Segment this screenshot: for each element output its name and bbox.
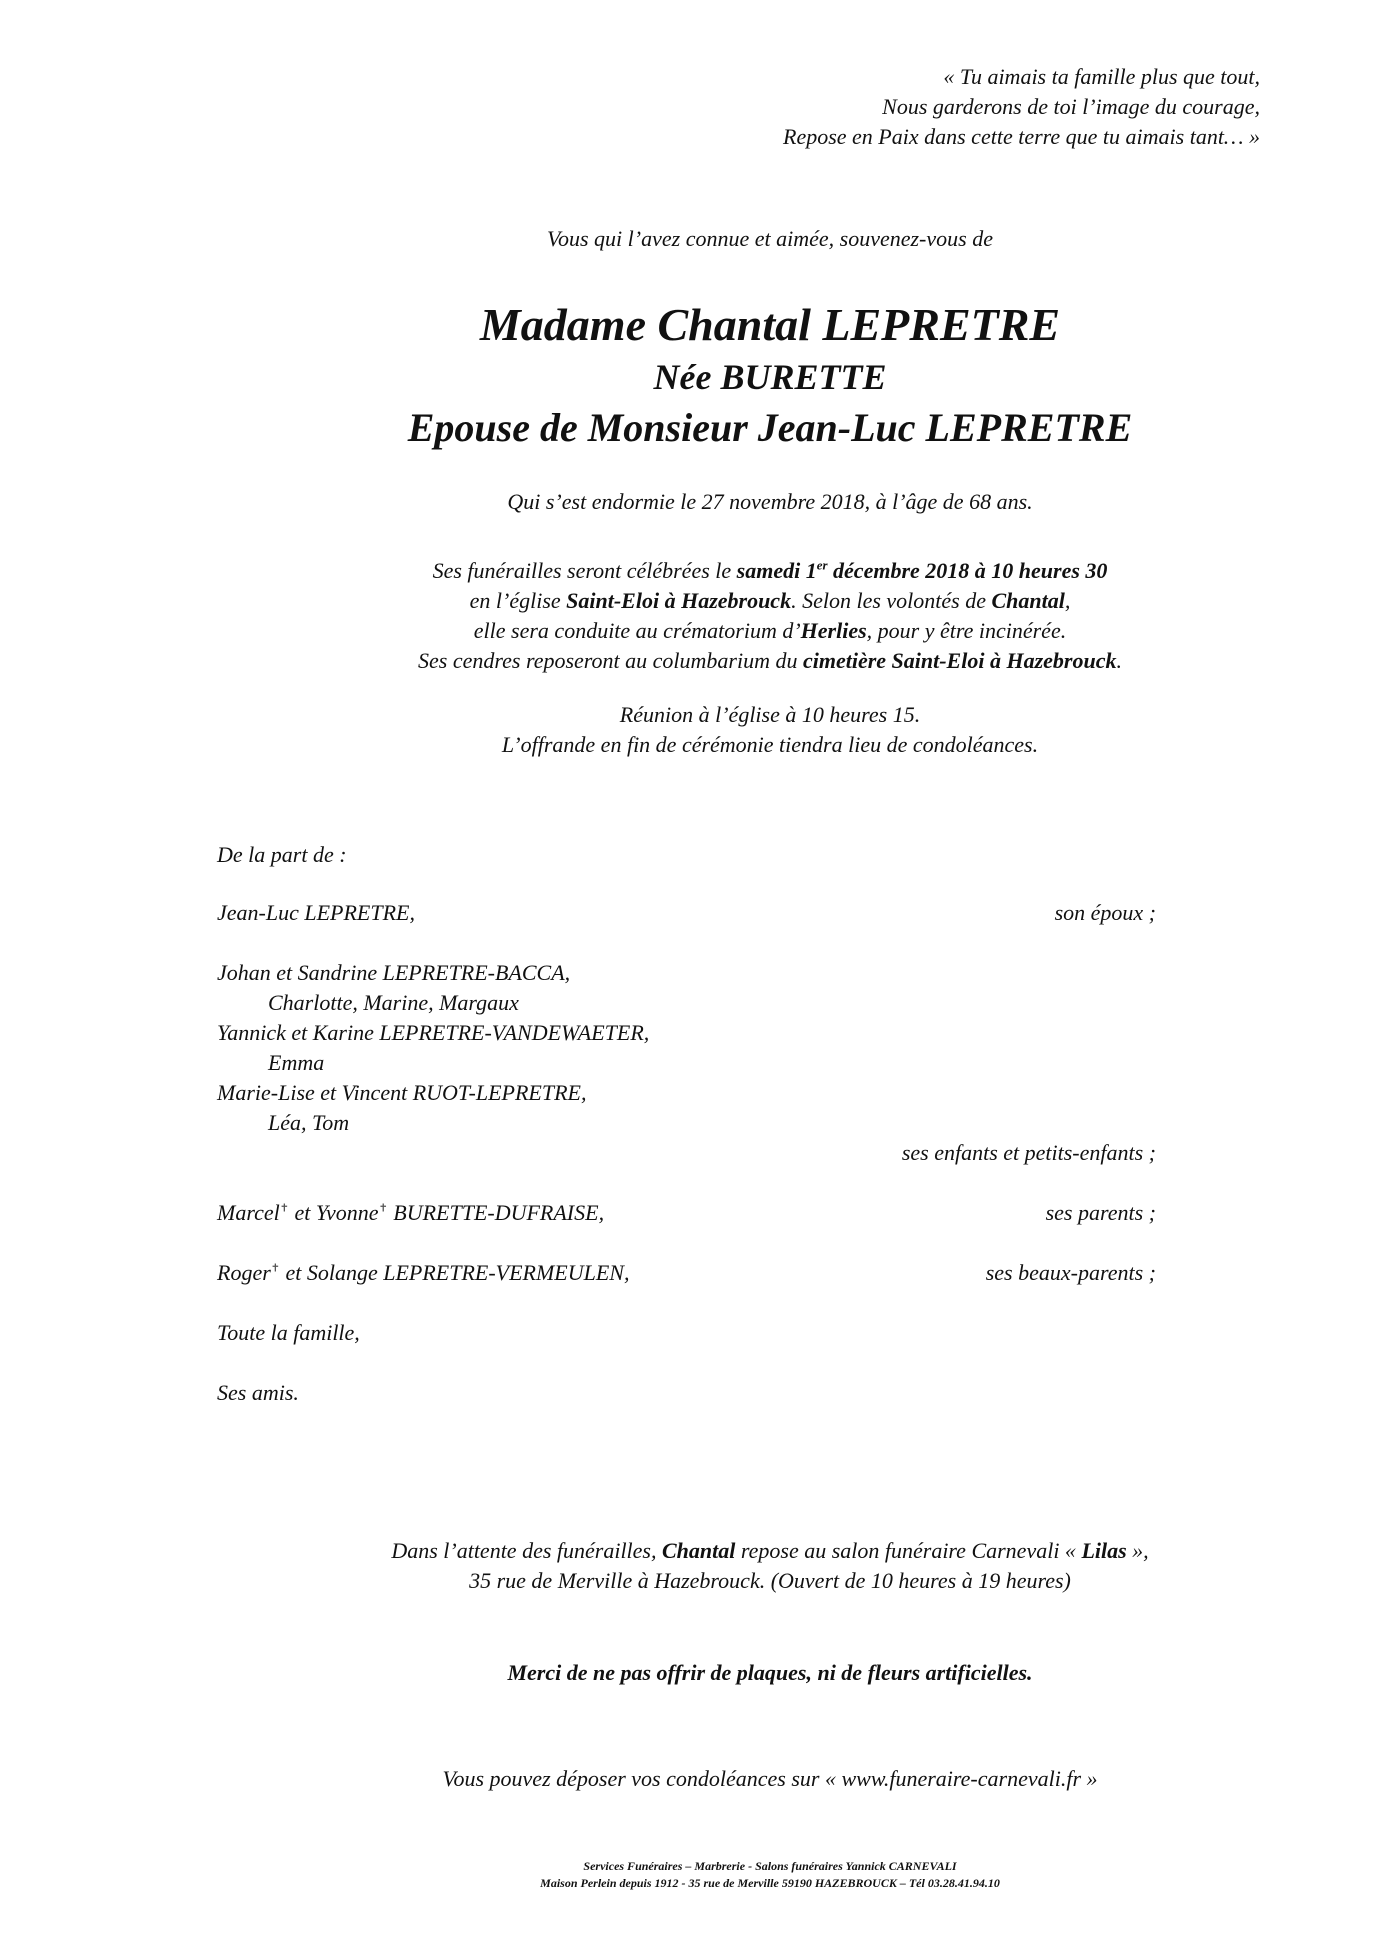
cross-icon: ✝ bbox=[378, 1202, 388, 1215]
meeting-info bbox=[0, 700, 1378, 760]
maiden-name: Née BURETTE bbox=[653, 357, 887, 397]
funeral-details bbox=[0, 556, 1378, 676]
funeral-line-1: Ses funérailles seront célébrées le samedi 1er décembre 2018 à 10 heures 30 bbox=[432, 557, 1108, 583]
footer-line: Maison Perlein depuis 1912 - 35 rue de Merville 59190 HAZEBROUCK – Tél 03.28.41.94.10 bbox=[540, 1876, 1000, 1890]
notice-line-2: 35 rue de Merville à Hazebrouck. (Ouvert de 10 heures à 19 heures) bbox=[469, 1568, 1071, 1593]
deceased-name: Madame Chantal LEPRETRE bbox=[479, 299, 1061, 350]
visitation-notice bbox=[0, 1536, 1378, 1596]
funeral-line-3: elle sera conduite au crématorium d’Herlies, pour y être incinérée. bbox=[473, 618, 1067, 643]
parents-names: Marcel✝ et Yvonne✝ BURETTE-DUFRAISE, bbox=[217, 1200, 605, 1225]
epigraph-poem bbox=[783, 62, 1260, 152]
intro-line: Vous qui l’avez connue et aimée, souvenez-vous de bbox=[547, 226, 993, 251]
notice-line-1: Dans l’attente des funérailles, Chantal repose au salon funéraire Carnevali « Lilas », bbox=[391, 1538, 1149, 1563]
friends: Ses amis. bbox=[217, 1380, 299, 1405]
cross-icon: ✝ bbox=[279, 1202, 289, 1215]
child-name: Johan et Sandrine LEPRETRE-BACCA, bbox=[217, 960, 571, 985]
meeting-line: Réunion à l’église à 10 heures 15. bbox=[619, 702, 921, 727]
meeting-line: L’offrande en fin de cérémonie tiendra lieu de condoléances. bbox=[501, 732, 1039, 757]
poem-line: Nous garderons de toi l’image du courage, bbox=[882, 94, 1260, 119]
grandchildren-names: Emma bbox=[268, 1050, 325, 1075]
spouse-line: Epouse de Monsieur Jean-Luc LEPRETRE bbox=[407, 405, 1133, 450]
child-name: Yannick et Karine LEPRETRE-VANDEWAETER, bbox=[217, 1020, 650, 1045]
no-flowers-request: Merci de ne pas offrir de plaques, ni de fleurs artificielles. bbox=[507, 1660, 1033, 1685]
whole-family: Toute la famille, bbox=[217, 1320, 360, 1345]
parents-role: ses parents ; bbox=[1045, 1200, 1156, 1225]
funeral-line-2: en l’église Saint-Eloi à Hazebrouck. Selon les volontés de Chantal, bbox=[469, 588, 1071, 613]
footer bbox=[0, 1858, 1378, 1892]
inlaws-role: ses beaux-parents ; bbox=[985, 1260, 1156, 1285]
children-role: ses enfants et petits-enfants ; bbox=[901, 1140, 1156, 1165]
spouse-name: Jean-Luc LEPRETRE, bbox=[217, 900, 415, 925]
spouse-role: son époux ; bbox=[1054, 900, 1156, 925]
child-name: Marie-Lise et Vincent RUOT-LEPRETRE, bbox=[217, 1080, 587, 1105]
inlaws-names: Roger✝ et Solange LEPRETRE-VERMEULEN, bbox=[217, 1260, 630, 1285]
poem-line: « Tu aimais ta famille plus que tout, bbox=[943, 64, 1260, 89]
funeral-line-4: Ses cendres reposeront au columbarium du cimetière Saint-Eloi à Hazebrouck. bbox=[418, 648, 1122, 673]
grandchildren-names: Léa, Tom bbox=[268, 1110, 350, 1135]
poem-line: Repose en Paix dans cette terre que tu aimais tant… » bbox=[783, 124, 1260, 149]
family-header: De la part de : bbox=[217, 842, 347, 867]
footer-line: Services Funéraires – Marbrerie - Salons funéraires Yannick CARNEVALI bbox=[583, 1859, 957, 1873]
cross-icon: ✝ bbox=[270, 1262, 280, 1275]
death-date-line: Qui s’est endormie le 27 novembre 2018, à l’âge de 68 ans. bbox=[507, 489, 1033, 514]
condolences-line: Vous pouvez déposer vos condoléances sur « www.funeraire-carnevali.fr » bbox=[442, 1766, 1098, 1791]
grandchildren-names: Charlotte, Marine, Margaux bbox=[268, 990, 519, 1015]
